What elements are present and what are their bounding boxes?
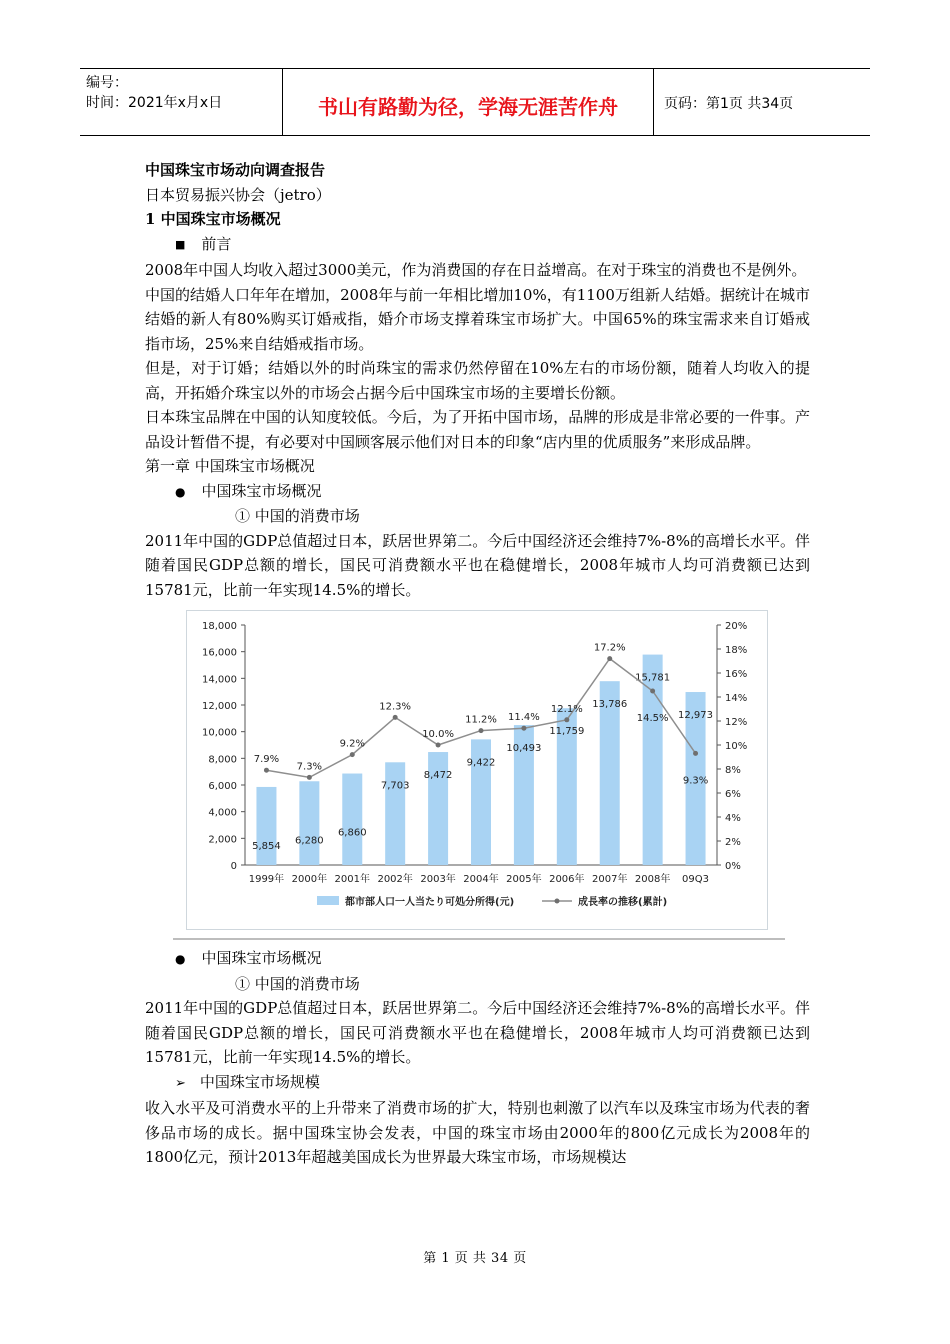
right-tick-label: 2% bbox=[725, 837, 741, 848]
left-tick-label: 4,000 bbox=[208, 807, 237, 819]
document-body bbox=[145, 158, 810, 1170]
growth-rate-point bbox=[307, 775, 312, 780]
right-tick-label: 14% bbox=[725, 693, 748, 704]
left-tick-label: 2,000 bbox=[208, 834, 237, 846]
x-tick-label: 2005年 bbox=[506, 874, 542, 885]
legend-bar-label: 都市部人口一人当たり可処分所得(元) bbox=[345, 897, 515, 908]
right-tick-label: 6% bbox=[725, 789, 741, 800]
x-tick-label: 1999年 bbox=[248, 874, 285, 885]
left-tick-label: 18,000 bbox=[202, 621, 237, 632]
left-tick-label: 14,000 bbox=[202, 674, 237, 686]
x-tick-label: 2003年 bbox=[420, 874, 456, 885]
growth-rate-point bbox=[479, 728, 484, 733]
gdp-paragraph: 2011年中国的GDP总值超过日本，跃居世界第二。今后中国经济还会维持7%-8%的高增长水平。伴随着国民GDP总额的增长，国民可消费额水平也在稳健增长，2008年城市人均可消费额已达到15781元，比前一年实现14.5%的增长。 bbox=[145, 531, 810, 599]
paragraph-2: 中国的结婚人口年年在增加，2008年与前一年相比增加10%，有1100万组新人结婚。据统计在城市结婚的新人有80%购买订婚戒指，婚介市场支撑着珠宝市场扩大。中国65%的珠宝需求来自订婚戒指市场，25%来自结婚戒指市场。 bbox=[145, 285, 810, 353]
growth-rate-label: 9.2% bbox=[339, 738, 365, 750]
header-motto: 书山有路勤为径，学海无涯苦作舟 bbox=[282, 69, 654, 135]
time-label: 时间：2021年x月x日 bbox=[86, 95, 223, 111]
bar-value-label: 8,472 bbox=[423, 770, 453, 782]
bar bbox=[428, 752, 448, 865]
income-growth-chart bbox=[186, 610, 768, 930]
growth-rate-label: 7.3% bbox=[296, 761, 323, 773]
growth-rate-point bbox=[264, 768, 269, 773]
x-tick-label: 2002年 bbox=[377, 874, 413, 885]
right-tick-label: 10% bbox=[725, 741, 748, 752]
growth-rate-label: 17.2% bbox=[593, 642, 626, 654]
bullet-market-overview bbox=[145, 479, 810, 505]
bar bbox=[256, 787, 276, 865]
preface-bullet bbox=[145, 232, 810, 259]
bar-value-label: 12,973 bbox=[678, 710, 714, 722]
growth-rate-label: 11.2% bbox=[465, 714, 497, 726]
doc-title: 中国珠宝市场动向调查报告 bbox=[145, 161, 326, 179]
right-tick-label: 18% bbox=[725, 645, 748, 656]
sub-heading-consumer-2: ① 中国的消费市场 bbox=[235, 974, 360, 993]
legend-bar-swatch bbox=[317, 896, 339, 905]
growth-rate-point bbox=[436, 743, 441, 748]
gdp-paragraph-2: 2011年中国的GDP总值超过日本，跃居世界第二。今后中国经济还会维持7%-8%的高增长水平。伴随着国民GDP总额的增长，国民可消费额水平也在稳健增长，2008年城市人均可消费额已达到15781元，比前一年实现14.5%的增长。 bbox=[145, 999, 810, 1066]
section-heading: 1 中国珠宝市场概况 bbox=[145, 210, 281, 228]
header-meta bbox=[80, 69, 282, 135]
right-tick-label: 12% bbox=[725, 717, 748, 728]
number-label: 编号： bbox=[86, 75, 128, 91]
chart-svg bbox=[187, 611, 767, 929]
bar-value-label: 10,493 bbox=[506, 743, 542, 755]
growth-rate-label: 9.3% bbox=[682, 775, 709, 787]
x-tick-label: 2007年 bbox=[592, 874, 628, 885]
bar-value-label: 15,781 bbox=[635, 672, 671, 684]
bar-value-label: 7,703 bbox=[380, 780, 410, 792]
growth-rate-label: 12.1% bbox=[550, 703, 583, 715]
x-tick-label: 2004年 bbox=[463, 874, 499, 885]
bullet-label-2: 中国珠宝市场概况 bbox=[201, 949, 322, 967]
scale-paragraph: 收入水平及可消费水平的上升带来了消费市场的扩大，特别也刺激了以汽车以及珠宝市场为代表的奢侈品市场的成长。据中国珠宝协会发表，中国的珠宝市场由2000年的800亿元成长为2008年的1800亿元，预计2013年超越美国成长为世界最大珠宝市场，市场规模达 bbox=[145, 1099, 810, 1166]
preface-label: 前言 bbox=[201, 234, 232, 253]
paragraph-3: 但是，对于订婚；结婚以外的时尚珠宝的需求仍然停留在10%左右的市场份额，随着人均收入的提高，开拓婚介珠宝以外的市场会占据今后中国珠宝市场的主要增长份额。 bbox=[145, 359, 810, 402]
bullet-market-overview-2 bbox=[145, 946, 810, 972]
divider bbox=[173, 938, 785, 940]
left-tick-label: 8,000 bbox=[208, 754, 237, 766]
header-page-label: 页码：第1页 共34页 bbox=[664, 96, 794, 112]
left-tick-label: 12,000 bbox=[202, 701, 237, 712]
bar-value-label: 13,786 bbox=[592, 699, 628, 711]
bar bbox=[299, 781, 319, 865]
x-tick-label: 2001年 bbox=[334, 874, 370, 885]
right-tick-label: 8% bbox=[725, 765, 741, 776]
document-header bbox=[80, 68, 870, 136]
arrow-label: 中国珠宝市场规模 bbox=[199, 1072, 320, 1091]
bullet-market-scale bbox=[145, 1070, 810, 1097]
paragraph-4: 日本珠宝品牌在中国的认知度较低。今后，为了开拓中国市场，品牌的形成是非常必要的一件事。产品设计暂借不提，有必要对中国顾客展示他们对日本的印象“店内里的优质服务”来形成品牌。 bbox=[145, 408, 810, 451]
left-tick-label: 0 bbox=[230, 861, 237, 872]
x-tick-label: 09Q3 bbox=[682, 874, 710, 885]
growth-rate-point bbox=[607, 656, 612, 661]
right-tick-label: 20% bbox=[725, 621, 748, 632]
right-tick-label: 0% bbox=[725, 861, 741, 872]
left-tick-label: 16,000 bbox=[202, 647, 237, 659]
growth-rate-label: 7.9% bbox=[253, 754, 280, 766]
growth-rate-point bbox=[350, 752, 355, 757]
growth-rate-point bbox=[693, 751, 698, 756]
x-tick-label: 2006年 bbox=[549, 874, 585, 885]
chapter-heading: 第一章 中国珠宝市场概况 bbox=[145, 457, 315, 475]
legend-line-label: 成長率の推移(累計) bbox=[578, 897, 668, 908]
bar-value-label: 6,280 bbox=[295, 835, 324, 847]
bar-value-label: 6,860 bbox=[337, 827, 367, 839]
legend-line-marker bbox=[555, 899, 560, 904]
growth-rate-point bbox=[521, 726, 526, 731]
growth-rate-label: 12.3% bbox=[379, 701, 412, 713]
bullet-label: 中国珠宝市场概况 bbox=[201, 481, 322, 500]
growth-rate-label: 10.0% bbox=[422, 729, 454, 740]
growth-rate-label: 14.5% bbox=[636, 713, 669, 724]
bar bbox=[342, 774, 362, 865]
bar-value-label: 9,422 bbox=[466, 757, 496, 769]
bar bbox=[385, 762, 405, 865]
x-tick-label: 2008年 bbox=[634, 874, 671, 885]
left-tick-label: 10,000 bbox=[202, 727, 237, 739]
x-tick-label: 2000年 bbox=[291, 874, 328, 885]
growth-rate-point bbox=[393, 715, 398, 720]
sub-heading-consumer: ① 中国的消费市场 bbox=[235, 507, 360, 525]
growth-rate-point bbox=[650, 689, 655, 694]
right-tick-label: 16% bbox=[725, 669, 748, 680]
bar-value-label: 11,759 bbox=[549, 726, 585, 738]
growth-rate-point bbox=[564, 717, 569, 722]
doc-author: 日本贸易振兴协会（jetro） bbox=[145, 185, 331, 204]
paragraph-1: 2008年中国人均收入超过3000美元，作为消费国的存在日益增高。在对于珠宝的消费也不是例外。 bbox=[145, 261, 807, 279]
bar-value-label: 5,854 bbox=[252, 840, 281, 852]
right-tick-label: 4% bbox=[725, 813, 741, 824]
left-tick-label: 6,000 bbox=[208, 781, 237, 792]
growth-rate-label: 11.4% bbox=[508, 712, 540, 724]
page-footer: 第 1 页 共 34 页 bbox=[423, 1251, 527, 1266]
